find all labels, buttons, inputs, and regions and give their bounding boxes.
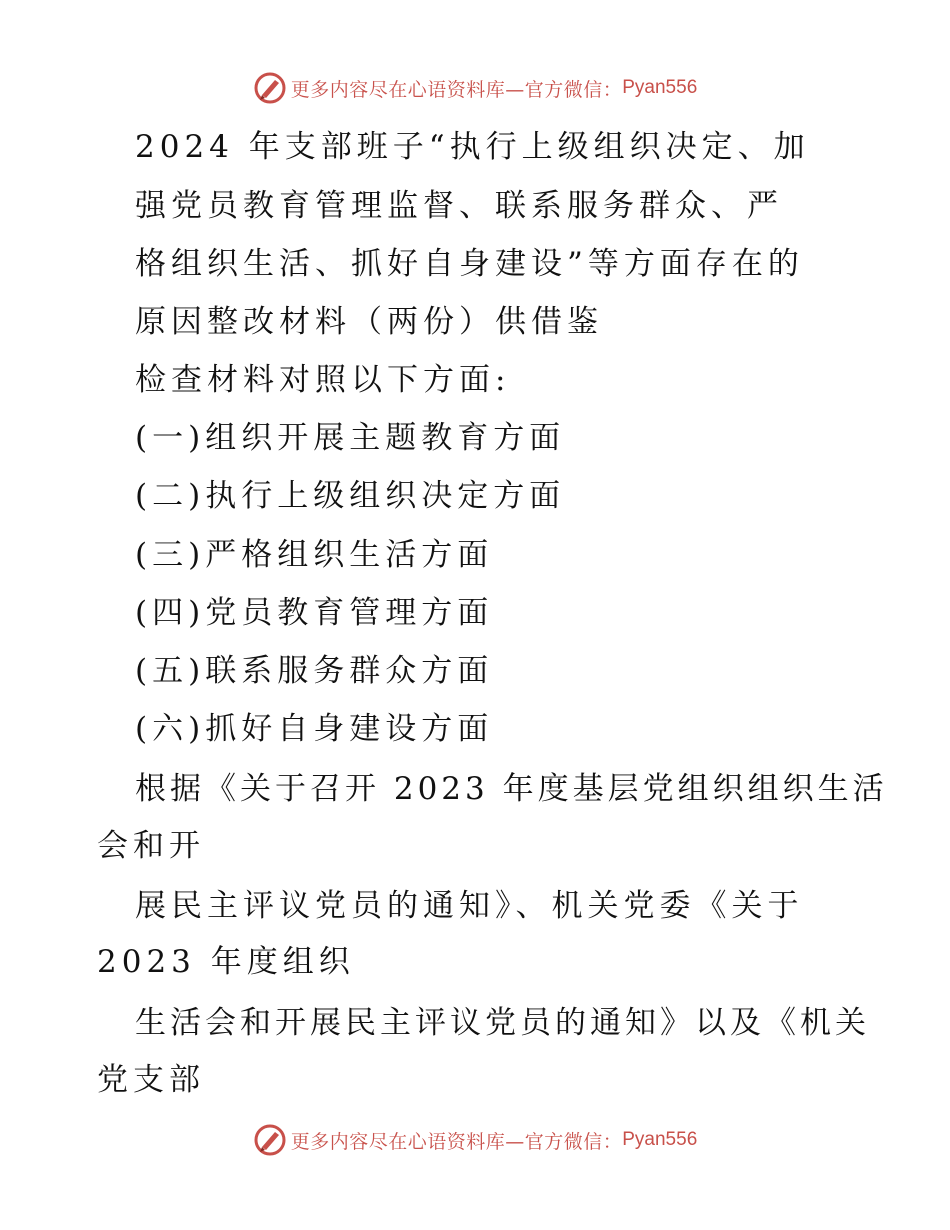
body-line-6: 党支部 [97, 1062, 205, 1098]
header-watermark [0, 70, 950, 106]
body-line-1: 根据《关于召开 2023 年度基层党组织组织生活 [135, 771, 888, 807]
watermark-wechat-id: Pyan556 [622, 1129, 698, 1150]
body-line-3: 展民主评议党员的通知》、机关党委《关于 [135, 888, 804, 924]
list-item: (三)严格组织生活方面 [135, 537, 494, 573]
pen-seal-logo-icon [253, 1123, 287, 1157]
watermark-text: 更多内容尽在心语资料库—官方微信： [290, 78, 623, 101]
pen-seal-logo-icon [253, 71, 287, 105]
body-line-5: 生活会和开展民主评议党员的通知》以及《机关 [135, 1005, 870, 1041]
intro-line: 检查材料对照以下方面: [135, 362, 511, 398]
watermark-wechat-id: Pyan556 [622, 77, 698, 98]
watermark-text: 更多内容尽在心语资料库—官方微信： [290, 1130, 623, 1153]
title-line-3: 格组织生活、抓好自身建设”等方面存在的 [135, 246, 804, 282]
title-line-4: 原因整改材料（两份）供借鉴 [135, 304, 603, 340]
list-item: (二)执行上级组织决定方面 [135, 478, 566, 514]
title-line-2: 强党员教育管理监督、联系服务群众、严 [135, 188, 783, 224]
list-item: (四)党员教育管理方面 [135, 595, 494, 631]
title-line-1: 2024 年支部班子“执行上级组织决定、加 [135, 129, 810, 165]
list-item: (一)组织开展主题教育方面 [135, 420, 566, 456]
list-item: (五)联系服务群众方面 [135, 653, 494, 689]
footer-watermark [0, 1122, 950, 1158]
body-line-4: 2023 年度组织 [97, 944, 355, 980]
list-item: (六)抓好自身建设方面 [135, 711, 494, 747]
body-line-2: 会和开 [97, 828, 205, 864]
